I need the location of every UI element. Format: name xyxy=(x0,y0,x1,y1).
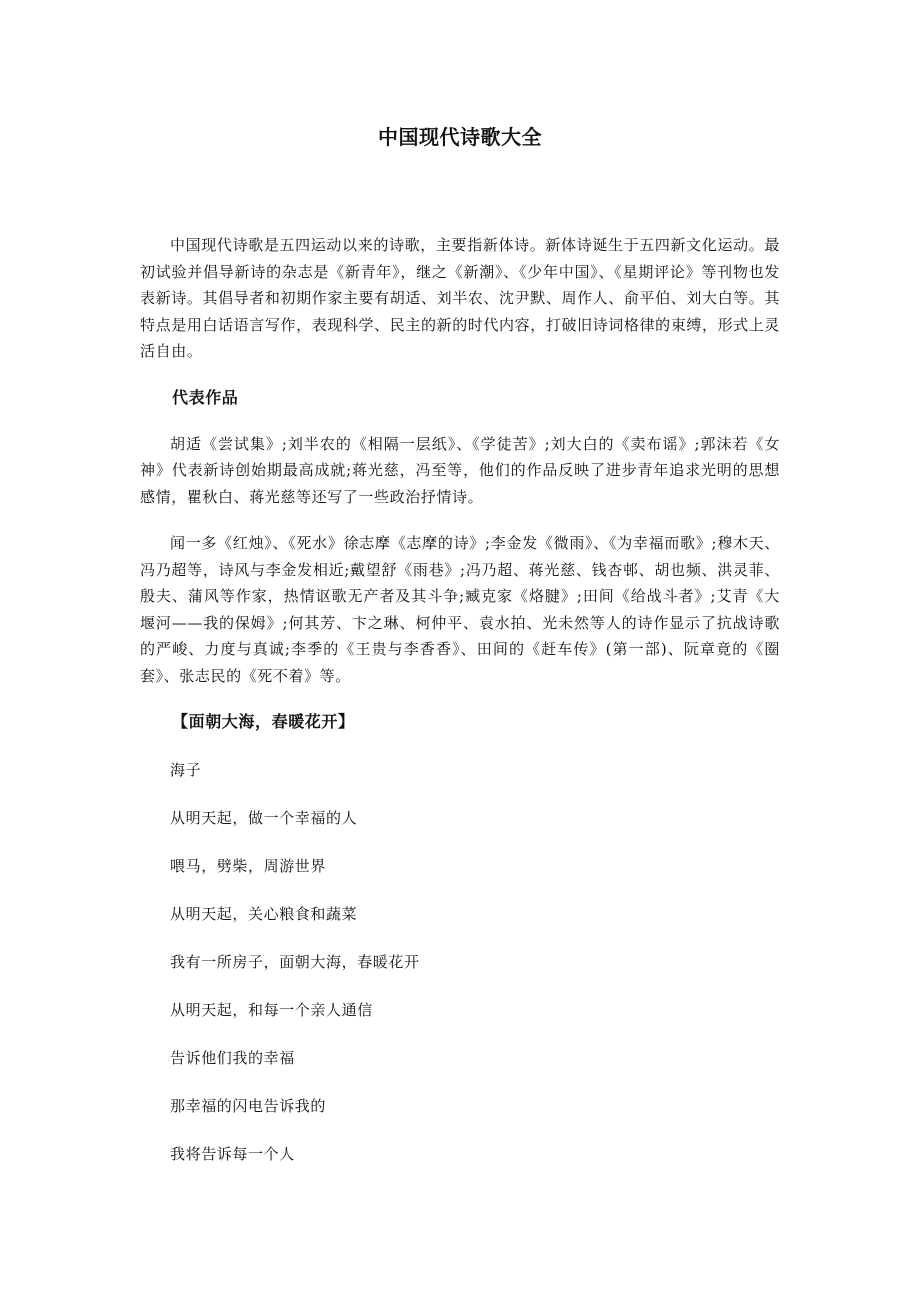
spacer xyxy=(140,510,780,530)
spacer xyxy=(140,927,780,949)
works-paragraph-2: 闻一多《红烛》、《死水》徐志摩《志摩的诗》;李金发《微雨》、《为幸福而歌》;穆木天、冯乃超等，诗风与李金发相近;戴望舒《雨巷》;冯乃超、蒋光慈、钱杏邨、胡也频、洪灵菲、殷夫、蒲风等作家，热情讴歌无产者及其斗争;臧克家《烙腱》;田间《给战斗者》;艾青《大堰河——我的保姆》;何其芳、卞之琳、柯仲平、袁水拍、光未然等人的诗作显示了抗战诗歌的严峻、力度与真诚;李季的《王贵与李香香》、田间的《赶车传》(第一部)、阮章竟的《圈套》、张志民的《死不着》等。 xyxy=(140,534,780,685)
spacer xyxy=(140,365,780,385)
spacer xyxy=(140,689,780,709)
intro-paragraph: 中国现代诗歌是五四运动以来的诗歌，主要指新体诗。新体诗诞生于五四新文化运动。最初试验并倡导新诗的杂志是《新青年》，继之《新潮》、《少年中国》、《星期评论》等刊物也发表新诗。其倡导者和初期作家主要有胡适、刘半农、沈尹默、周作人、俞平伯、刘大白等。其特点是用白话语言写作，表现科学、民主的新的时代内容，打破旧诗词格律的束缚，形式上灵活自由。 xyxy=(140,236,780,360)
spacer xyxy=(140,783,780,805)
spacer xyxy=(140,1119,780,1141)
spacer xyxy=(140,1023,780,1045)
spacer xyxy=(140,411,780,431)
spacer xyxy=(140,1071,780,1093)
document-body xyxy=(140,232,780,1167)
spacer xyxy=(140,831,780,853)
spacer xyxy=(140,735,780,757)
spacer xyxy=(140,975,780,997)
spacer xyxy=(140,879,780,901)
poem-line: 从明天起，关心粮食和蔬菜 xyxy=(170,905,358,923)
poem-line: 从明天起，做一个幸福的人 xyxy=(170,809,358,827)
poem-line: 我有一所房子，面朝大海，春暖花开 xyxy=(170,953,420,971)
poem-line: 告诉他们我的幸福 xyxy=(170,1049,295,1067)
document-title: 中国现代诗歌大全 xyxy=(378,125,542,149)
poem-line: 那幸福的闪电告诉我的 xyxy=(170,1097,327,1115)
poem-title: 【面朝大海，春暖花开】 xyxy=(172,712,355,731)
section-heading: 代表作品 xyxy=(172,387,239,407)
poem-author: 海子 xyxy=(170,761,202,779)
works-paragraph-1: 胡适《尝试集》;刘半农的《相隔一层纸》、《学徒苦》;刘大白的《卖布谣》;郭沫若《女神》代表新诗创始期最高成就;蒋光慈，冯至等，他们的作品反映了进步青年追求光明的思想感情，瞿秋白、蒋光慈等还写了一些政治抒情诗。 xyxy=(140,434,780,506)
poem-line: 从明天起，和每一个亲人通信 xyxy=(170,1001,373,1019)
poem-line: 喂马，劈柴，周游世界 xyxy=(170,857,327,875)
poem-line: 我将告诉每一个人 xyxy=(170,1145,295,1163)
